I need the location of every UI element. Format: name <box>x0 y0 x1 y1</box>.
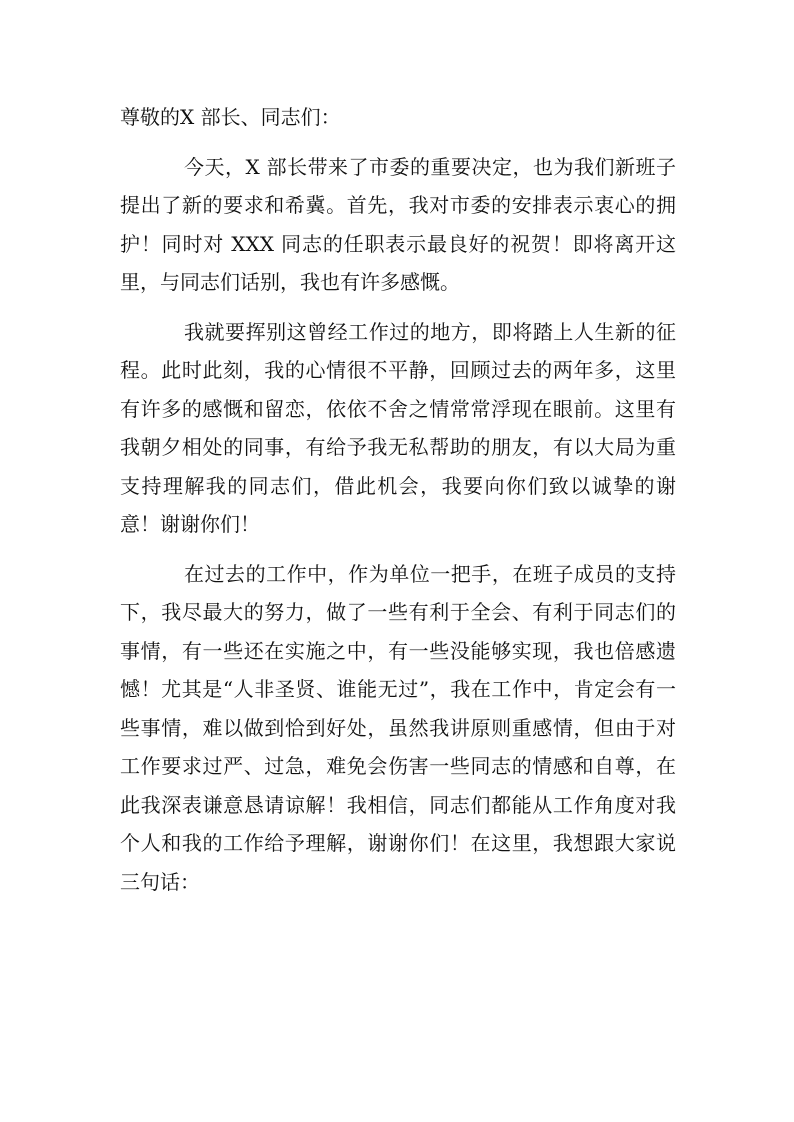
paragraph-2: 我就要挥别这曾经工作过的地方，即将踏上人生新的征程。此时此刻，我的心情很不平静，回顾过去的两年多，这里有许多的感慨和留恋，依依不舍之情常常浮现在眼前。这里有我朝夕相处的同事，有给予我无私帮助的朋友，有以大局为重支持理解我的同志们，借此机会，我要向你们致以诚挚的谢意！谢谢你们！ <box>120 319 676 536</box>
paragraph-1: 今天，X 部长带来了市委的重要决定，也为我们新班子提出了新的要求和希冀。首先，我对市委的安排表示衷心的拥护！同时对 XXX 同志的任职表示最良好的祝贺！即将离开这里，与同志们话别，我也有许多感慨。 <box>120 154 676 294</box>
salutation: 尊敬的X 部长、同志们： <box>120 105 341 129</box>
document-body <box>120 98 676 901</box>
paragraph-3: 在过去的工作中，作为单位一把手，在班子成员的支持下，我尽最大的努力，做了一些有利于全会、有利于同志们的事情，有一些还在实施之中，有一些没能够实现，我也倍感遗憾！尤其是“人非圣贤、谁能无过”，我在工作中，肯定会有一些事情，难以做到恰到好处，虽然我讲原则重感情，但由于对工作要求过严、过急，难免会伤害一些同志的情感和自尊，在此我深表谦意恳请谅解！我相信，同志们都能从工作角度对我个人和我的工作给予理解，谢谢你们！在这里，我想跟大家说三句话： <box>120 561 676 894</box>
